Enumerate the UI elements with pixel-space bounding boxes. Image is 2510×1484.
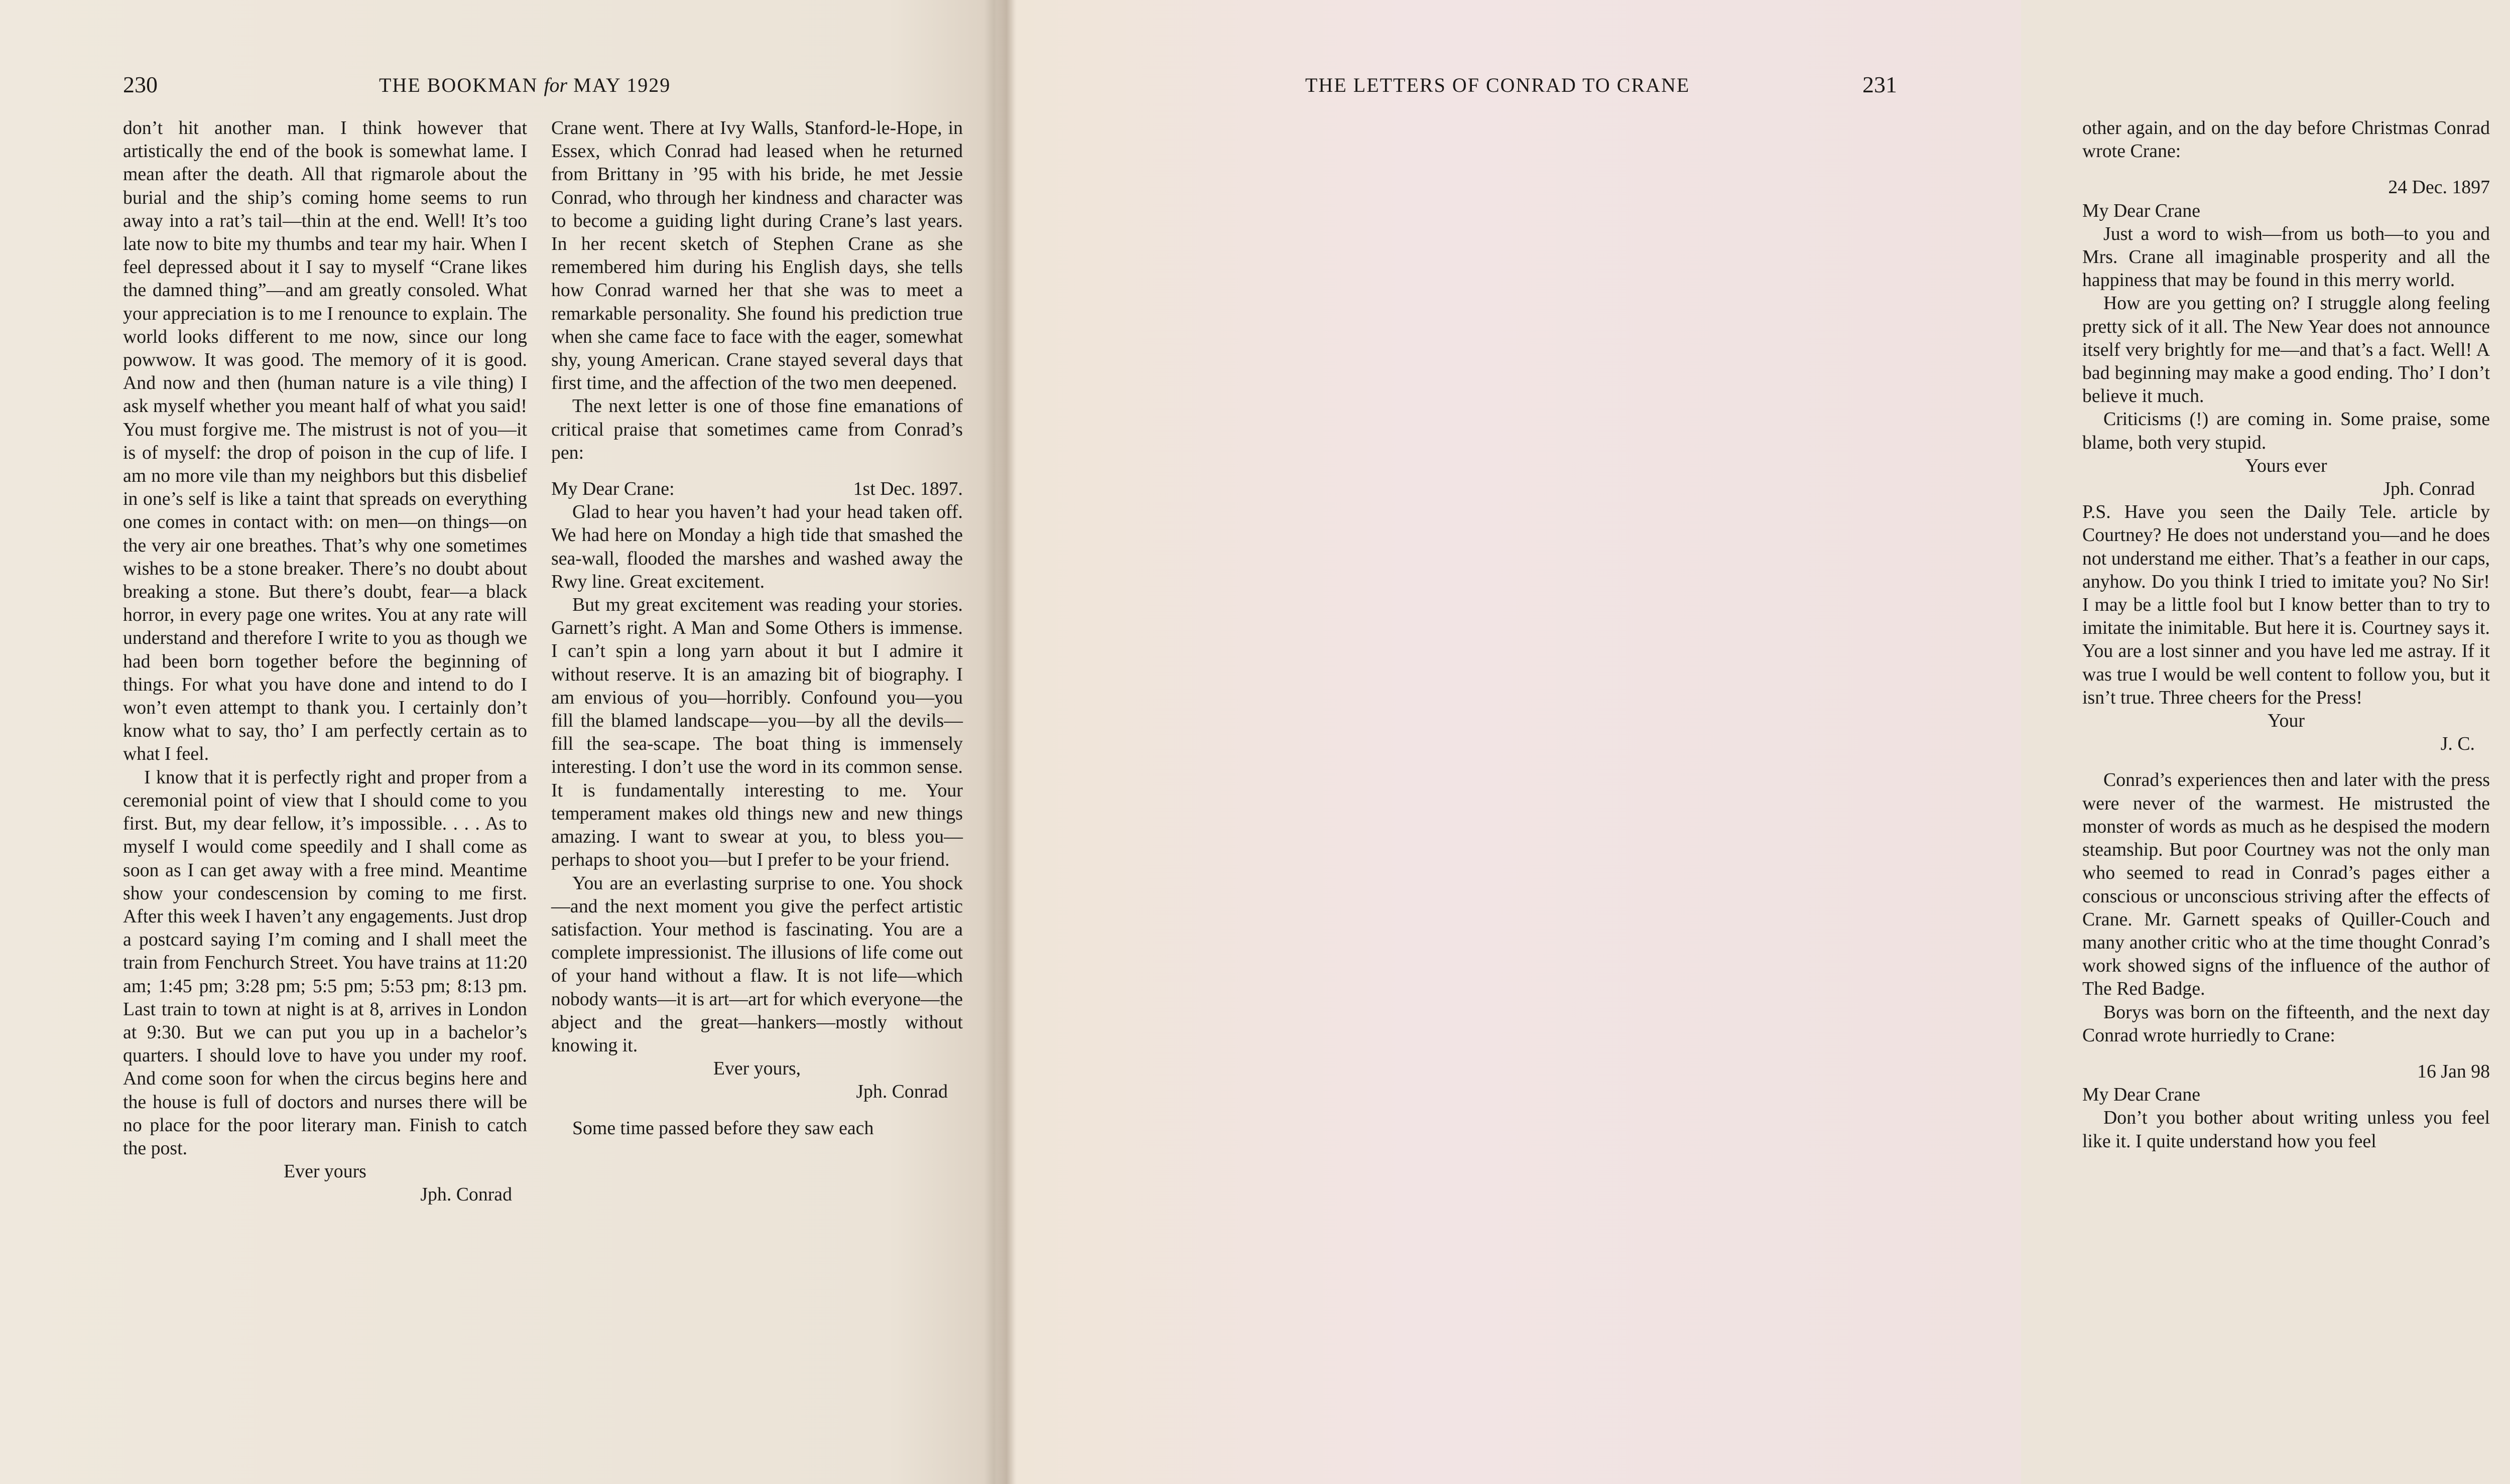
paragraph: Criticisms (!) are coming in. Some praise, some blame, both very stupid. xyxy=(2082,409,2490,453)
paragraph: Glad to hear you haven’t had your head taken off. We had here on Monday a high tide that smashed the sea-wall, flooded the marshes and washed away the Rwy line. Great excitement. xyxy=(551,501,963,592)
text-column-2 xyxy=(551,116,963,1140)
letter-closing: Your xyxy=(2268,710,2305,732)
letter-heading xyxy=(551,477,963,500)
paragraph: Crane went. There at Ivy Walls, Stanford-le-Hope, in Essex, which Conrad had leased when he returned from Brittany in ’95 with his bride, he met Jessie Conrad, who through her kindness and character was to become a guiding light during Crane’s last years. In her recent sketch of Stephen Crane as she remembered him during his English days, she tells how Conrad warned her that she was to meet a remarkable personality. She found his prediction true when she came face to face with the eager, somewhat shy, young American. Crane stayed several days that first time, and the affection of the two men deepened. xyxy=(551,117,963,394)
paragraph: Conrad’s experiences then and later with the press were never of the warmest. He mistrusted the monster of words as much as he despised the modern steamship. But poor Courtney was not the only man who seemed to read in Conrad’s pages either a conscious or unconscious striving after the effects of Crane. Mr. Garnett speaks of Quiller-Couch and many another critic who at the time thought Conrad’s work showed signs of the influence of the author of The Red Badge. xyxy=(2082,769,2490,1000)
letter-salutation: My Dear Crane: xyxy=(551,478,675,500)
letter-closing: Ever yours, xyxy=(713,1058,801,1080)
left-page xyxy=(0,0,1001,1484)
letter-salutation: My Dear Crane xyxy=(2082,200,2201,221)
running-head-part: MAY 1929 xyxy=(567,74,671,96)
letter-salutation: My Dear Crane xyxy=(2082,1084,2201,1106)
letter-date: 1st Dec. 1897. xyxy=(853,478,963,500)
running-head: THE LETTERS OF CONRAD TO CRANE xyxy=(1305,74,1690,96)
paragraph: Just a word to wish—from us both—to you and Mrs. Crane all imaginable prosperity and all the happiness that may be found in this merry world. xyxy=(2082,223,2490,291)
paragraph: But my great excitement was reading your stories. Garnett’s right. A Man and Some Others is immense. I can’t spin a long yarn about it but I admire it without reserve. It is an amazing bit of biography. I am envious of you—horribly. Confound you—you fill the blamed landscape—you—by all the devils—fill the sea-scape. The boat thing is immensely interesting. I don’t use the word in its common sense. It is fundamentally interesting to me. Your temperament makes old things new and new things amazing. I want to swear at you, to bless you—perhaps to shoot you—but I prefer to be your friend. xyxy=(551,594,963,871)
paragraph: How are you getting on? I struggle along feeling pretty sick of it all. The New Year does not announce itself very brightly for me—and that’s a fact. Well! A bad beginning may make a good ending. Tho’ I don’t believe it much. xyxy=(2082,293,2490,407)
page-number: 231 xyxy=(1862,72,1897,97)
letter-closing: Yours ever xyxy=(2245,455,2327,476)
letter-closing: Ever yours xyxy=(284,1161,366,1182)
page-number: 230 xyxy=(123,72,158,97)
paragraph: other again, and on the day before Christmas Conrad wrote Crane: xyxy=(2082,117,2490,162)
letter-date: 16 Jan 98 xyxy=(2417,1060,2490,1082)
letter-signature: Jph. Conrad xyxy=(856,1081,948,1103)
letter-date: 24 Dec. 1897 xyxy=(2388,177,2490,198)
text-column-1 xyxy=(123,116,527,1206)
paragraph: I know that it is perfectly right and proper from a ceremonial point of view that I should come to you first. But, my dear fellow, it’s impossible. . . . As to myself I would come speedily and I shall come as soon as I can get away with a free mind. Meantime show your condescension by coming to me first. After this week I haven’t any engagements. Just drop a postcard saying I’m coming and I shall meet the train from Fenchurch Street. You have trains at 11:20 am; 1:45 pm; 3:28 pm; 5:5 pm; 5:53 pm; 8:13 pm. Last train to town at night is at 8, arrives in London at 9:30. But we can put you up in a bachelor’s quarters. I should love to have you under my roof. And come soon for when the circus begins here and the house is full of doctors and nurses there will be no place for the poor literary man. Finish to catch the post. xyxy=(123,766,527,1159)
running-head xyxy=(379,73,671,97)
right-page xyxy=(1012,0,2490,1484)
letter-signature: Jph. Conrad xyxy=(420,1184,512,1205)
paragraph: P.S. Have you seen the Daily Tele. article by Courtney? He does not understand you—and he does not understand me either. That’s a feather in our caps, anyhow. Do you think I tried to imitate you? No Sir! I may be a little fool but I know better than to try to imitate the inimitable. But here it is. Courtney says it. You are a lost sinner and you have led me astray. If it was true I would be well content to follow you, but it isn’t true. Three cheers for the Press! xyxy=(2082,501,2490,708)
paragraph: Some time passed before they saw each xyxy=(572,1117,874,1139)
paragraph: Borys was born on the fifteenth, and the next day Conrad wrote hurriedly to Crane: xyxy=(2082,1001,2490,1046)
running-head-part: THE BOOKMAN xyxy=(379,74,544,96)
letter-signature: Jph. Conrad xyxy=(2383,478,2475,500)
paragraph: Don’t you bother about writing unless you feel like it. I quite understand how you feel xyxy=(2082,1107,2490,1152)
letter-signature: J. C. xyxy=(2440,733,2475,755)
paragraph: You are an everlasting surprise to one. You shock—and the next moment you give the perfect artistic satisfaction. Your method is fascinating. You are a complete impressionist. The illusions of life come out of your hand without a flaw. It is not life—which nobody wants—it is art—art for which everyone—the abject and the great—hankers—mostly without knowing it. xyxy=(551,872,963,1056)
text-column-1 xyxy=(2082,116,2490,1153)
paragraph: The next letter is one of those fine emanations of critical praise that sometimes came from Conrad’s pen: xyxy=(551,395,963,463)
running-head-for: for xyxy=(544,74,568,96)
paragraph: don’t hit another man. I think however that artistically the end of the book is somewhat lame. I mean after the death. All that rigmarole about the burial and the ship’s coming home seems to run away into a rat’s tail—thin at the end. Well! It’s too late now to bite my thumbs and tear my hair. When I feel depressed about it I say to myself “Crane likes the damned thing”—and am greatly consoled. What your appreciation is to me I renounce to explain. The world looks different to me now, since our long powwow. It was good. The memory of it is good. And now and then (human nature is a vile thing) I ask myself whether you meant half of what you said! You must forgive me. The mistrust is not of you—it is of myself: the drop of poison in the cup of life. I am no more vile than my neighbors but this disbelief in one’s self is like a taint that spreads on everything one comes in contact with: on men—on things—on the very air one breathes. That’s why one sometimes wishes to be a stone breaker. There’s no doubt about breaking a stone. But there’s doubt, fear—a black horror, in every page one writes. You at any rate will understand and therefore I write to you as though we had been born together before the beginning of things. For what you have done and intend to do I won’t even attempt to thank you. I certainly don’t know what to say, tho’ I am perfectly certain as to what I feel. xyxy=(123,117,527,765)
